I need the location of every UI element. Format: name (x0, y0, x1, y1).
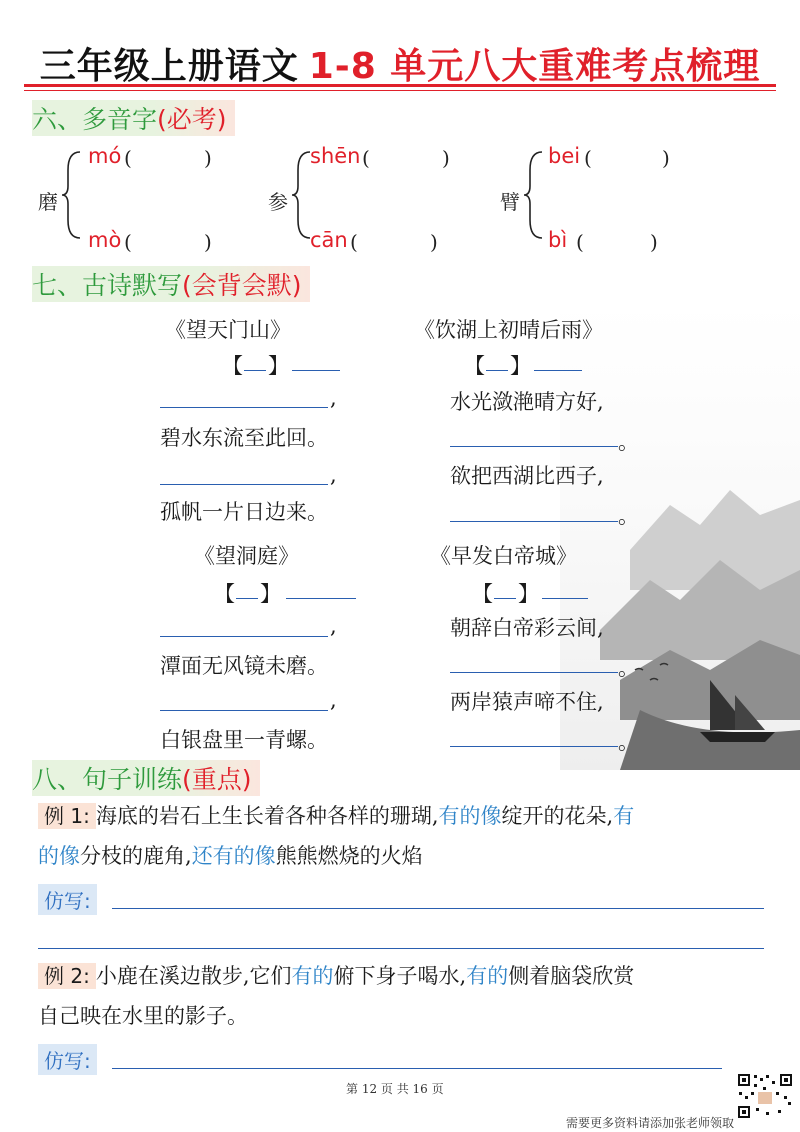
polyphone-char: 臂 (500, 190, 520, 214)
title-underline (24, 84, 776, 87)
example-label: 例 1: (38, 803, 96, 829)
verse-comma: , (330, 688, 337, 712)
answer-paren-close: ) (430, 230, 438, 254)
poem-line: 水光潋滟晴方好, (450, 390, 604, 414)
poem-line: 孤帆一片日边来。 (160, 500, 328, 524)
verse-blank[interactable] (450, 521, 618, 522)
dynasty-blank[interactable] (244, 370, 266, 371)
poem-line: 欲把西湖比西子, (450, 464, 604, 488)
imitate-answer-line[interactable] (112, 1068, 722, 1069)
dynasty-bracket-open: 【 (472, 582, 493, 606)
pinyin-top: bei (548, 144, 581, 168)
example-label: 例 2: (38, 963, 96, 989)
imitate-label: 仿写: (38, 1044, 97, 1075)
dynasty-bracket-close: 】 (268, 354, 289, 378)
answer-paren-close: ) (442, 146, 450, 170)
verse-blank[interactable] (160, 710, 328, 711)
answer-paren-open: ( (362, 146, 370, 170)
verse-comma: , (330, 386, 337, 410)
dynasty-bracket-close: 】 (518, 582, 539, 606)
poem-line: 两岸猿声啼不住, (450, 690, 604, 714)
section-heading-poems: 七、古诗默写(会背会默) (32, 266, 310, 302)
pinyin-top: shēn (310, 144, 361, 168)
page-title (0, 38, 800, 89)
poem-line: 碧水东流至此回。 (160, 426, 328, 450)
imitate-label: 仿写: (38, 884, 97, 915)
author-blank[interactable] (286, 598, 356, 599)
dynasty-bracket-close: 】 (510, 354, 531, 378)
polyphone-char: 参 (268, 190, 288, 214)
verse-blank[interactable] (450, 746, 618, 747)
example-1-text: 例 1: 海底的岩石上生长着各种各样的珊瑚,有的像绽开的花朵,有 的像分枝的鹿角,还有的像熊熊燃烧的火焰 (38, 804, 635, 868)
verse-blank[interactable] (450, 672, 618, 673)
answer-paren-open: ( (124, 230, 132, 254)
poem-title: 《饮湖上初晴后雨》 (414, 318, 603, 342)
brace-icon (60, 150, 84, 240)
verse-blank[interactable] (450, 446, 618, 447)
section-heading-polyphones: 六、多音字(必考) (32, 100, 235, 136)
answer-paren-open: ( (124, 146, 132, 170)
pinyin-bottom: mò (88, 228, 122, 252)
author-blank[interactable] (534, 370, 582, 371)
verse-period: 。 (618, 656, 639, 680)
title-black: 三年级上册语文 (39, 46, 299, 87)
dynasty-blank[interactable] (236, 598, 258, 599)
poem-line: 潭面无风镜未磨。 (160, 654, 328, 678)
poem-line: 朝辞白帝彩云间, (450, 616, 604, 640)
answer-paren-open: ( (576, 230, 584, 254)
dynasty-bracket-close: 】 (260, 582, 281, 606)
verse-period: 。 (618, 504, 639, 528)
poem-line: 白银盘里一青螺。 (160, 728, 328, 752)
answer-paren-close: ) (650, 230, 658, 254)
poem-title: 《望天门山》 (165, 318, 291, 342)
verse-blank[interactable] (160, 636, 328, 637)
pinyin-bottom: bì (548, 228, 568, 252)
dynasty-bracket-open: 【 (464, 354, 485, 378)
dynasty-bracket-open: 【 (214, 582, 235, 606)
imitate-answer-line[interactable] (38, 948, 764, 949)
poem-title: 《早发白帝城》 (430, 544, 577, 568)
answer-paren-open: ( (584, 146, 592, 170)
title-underline-thin (24, 90, 776, 91)
answer-paren-open: ( (350, 230, 358, 254)
dynasty-bracket-open: 【 (222, 354, 243, 378)
page-number: 第 12 页 共 16 页 (346, 1082, 444, 1096)
example-2-text: 例 2: 小鹿在溪边散步,它们有的俯下身子喝水,有的侧着脑袋欣赏 自己映在水里的影子。 (38, 964, 635, 1028)
brace-icon (522, 150, 546, 240)
answer-paren-close: ) (662, 146, 670, 170)
verse-period: 。 (618, 430, 639, 454)
author-blank[interactable] (542, 598, 588, 599)
footer-note: 需要更多资料请添加张老师领取 (566, 1116, 735, 1130)
answer-paren-close: ) (204, 230, 212, 254)
qr-code-icon (736, 1072, 794, 1120)
pinyin-bottom: cān (310, 228, 348, 252)
verse-blank[interactable] (160, 484, 328, 485)
dynasty-blank[interactable] (494, 598, 516, 599)
dynasty-blank[interactable] (486, 370, 508, 371)
verse-blank[interactable] (160, 407, 328, 408)
imitate-answer-line[interactable] (112, 908, 764, 909)
answer-paren-close: ) (204, 146, 212, 170)
pinyin-top: mó (88, 144, 122, 168)
section-heading-sentences: 八、句子训练(重点) (32, 760, 260, 796)
verse-period: 。 (618, 730, 639, 754)
verse-comma: , (330, 614, 337, 638)
author-blank[interactable] (292, 370, 340, 371)
polyphone-char: 磨 (38, 190, 58, 214)
verse-comma: , (330, 463, 337, 487)
poem-title: 《望洞庭》 (194, 544, 299, 568)
title-red: 1-8 单元八大重难考点梳理 (308, 46, 761, 87)
